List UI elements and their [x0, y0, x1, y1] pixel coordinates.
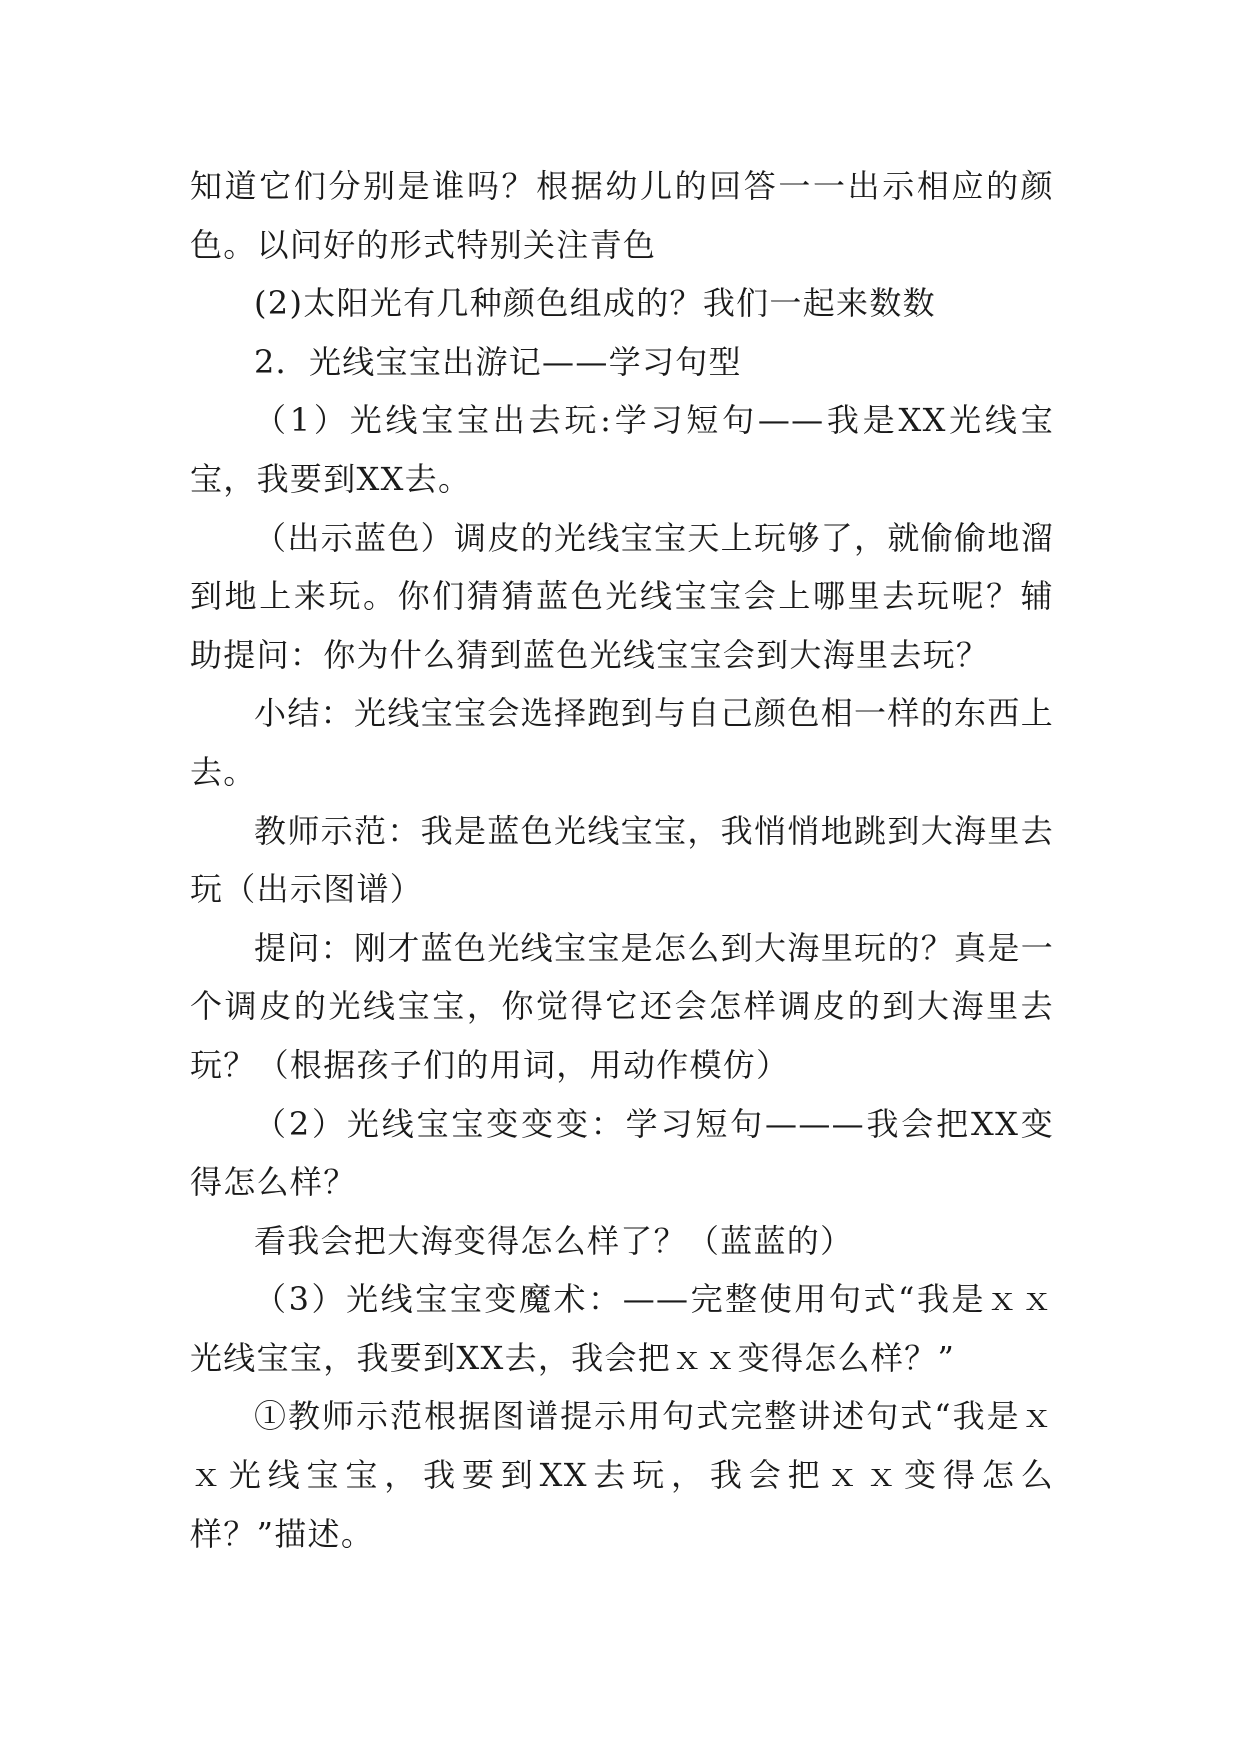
paragraph-sun-colors-question: (2)太阳光有几种颜色组成的？我们一起来数数 [254, 284, 936, 323]
paragraph-step-1: （1）光线宝宝出去玩:学习短句——我是XX光线宝宝，我要到XX去。 [190, 401, 1054, 498]
document-body [190, 157, 1054, 1563]
paragraph-blue-light: （出示蓝色）调皮的光线宝宝天上玩够了，就偷偷地溜到地上来玩。你们猜猜蓝色光线宝宝会上哪里去玩呢？辅助提问：你为什么猜到蓝色光线宝宝会到大海里去玩？ [190, 518, 1054, 674]
paragraph-demo-sentence: ①教师示范根据图谱提示用句式完整讲述句式“我是ｘｘ光线宝宝，我要到XX去玩，我会把ｘｘ变得怎么样？”描述。 [190, 1397, 1054, 1553]
paragraph-continuation: 知道它们分别是谁吗？根据幼儿的回答一一出示相应的颜色。以问好的形式特别关注青色 [190, 167, 1054, 264]
paragraph-summary: 小结：光线宝宝会选择跑到与自己颜色相一样的东西上去。 [190, 694, 1054, 791]
section-heading-light-trip: 2．光线宝宝出游记——学习句型 [254, 342, 742, 381]
paragraph-question: 提问：刚才蓝色光线宝宝是怎么到大海里玩的？真是一个调皮的光线宝宝，你觉得它还会怎样调皮的到大海里去玩？（根据孩子们的用词，用动作模仿） [190, 928, 1054, 1084]
paragraph-step-3: （3）光线宝宝变魔术：——完整使用句式“我是ｘｘ光线宝宝，我要到XX去，我会把ｘｘ变得怎么样？” [190, 1280, 1054, 1377]
paragraph-sea-change: 看我会把大海变得怎么样了？（蓝蓝的） [254, 1221, 854, 1260]
paragraph-step-2: （2）光线宝宝变变变：学习短句———我会把XX变得怎么样？ [190, 1104, 1054, 1202]
paragraph-teacher-demo: 教师示范：我是蓝色光线宝宝，我悄悄地跳到大海里去玩（出示图谱） [190, 811, 1054, 909]
